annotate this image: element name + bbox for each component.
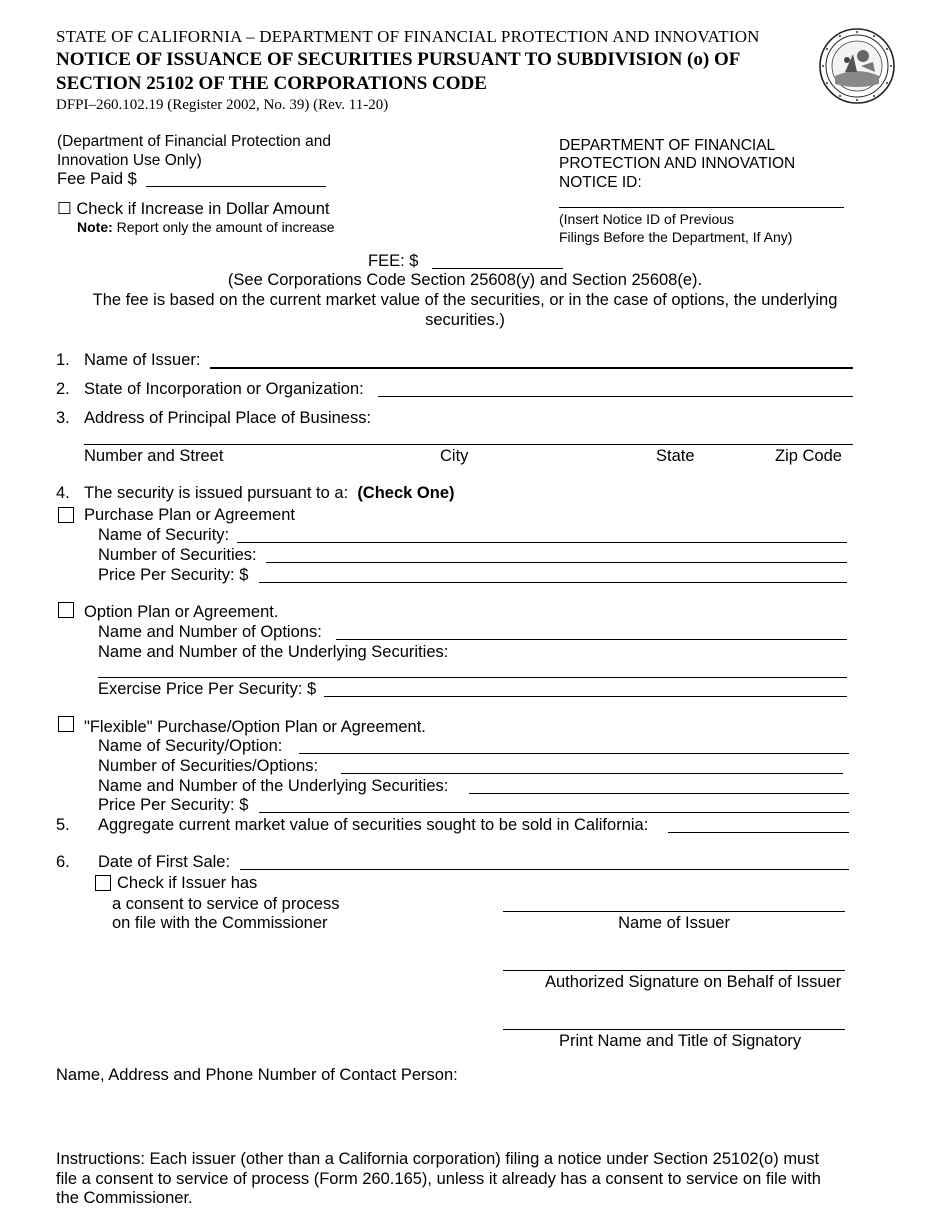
note-label: Note: (77, 219, 113, 235)
consent-on-file-checkbox[interactable] (95, 875, 111, 891)
item1-number: 1. (56, 351, 70, 369)
authorized-signature-caption: Authorized Signature on Behalf of Issuer (545, 973, 842, 991)
consent-line1: Check if Issuer has (117, 874, 258, 892)
flexible-plan-label: "Flexible" Purchase/Option Plan or Agreement. (84, 718, 426, 736)
instructions-line1: Instructions: Each issuer (other than a California corporation) filing a notice under Section 25102(o) must (56, 1150, 820, 1168)
notice-id-field[interactable] (559, 207, 844, 208)
first-sale-date-field[interactable] (240, 869, 849, 870)
flex-price-field[interactable] (259, 812, 849, 813)
instructions-line2: file a consent to service of process (Form 260.165), unless it already has a consent to service on file with (56, 1170, 821, 1188)
fee-paid-label: Fee Paid $ (57, 170, 137, 188)
agency-name: STATE OF CALIFORNIA – DEPARTMENT OF FINANCIAL PROTECTION AND INNOVATION (56, 27, 760, 46)
consent-line3: on file with the Commissioner (112, 914, 328, 932)
item6-number: 6. (56, 853, 70, 871)
issuer-name-caption: Name of Issuer (618, 914, 730, 932)
state-seal-icon (817, 26, 897, 106)
address-zip-caption: Zip Code (775, 447, 842, 465)
flex-securities-number-field[interactable] (341, 773, 843, 774)
flex-security-name-label: Name of Security/Option: (98, 737, 283, 755)
option-plan-checkbox[interactable] (58, 602, 74, 618)
issuer-name-field[interactable] (210, 367, 853, 369)
option-name-number-field[interactable] (336, 639, 847, 640)
fee-note-line1: (See Corporations Code Section 25608(y) and Section 25608(e). (227, 271, 703, 289)
item2-number: 2. (56, 380, 70, 398)
purchase-plan-label: Purchase Plan or Agreement (84, 506, 295, 524)
form-number: DFPI–260.102.19 (Register 2002, No. 39) (Rev. 11-20) (56, 97, 389, 113)
option-exercise-price-field[interactable] (324, 696, 847, 697)
address-street-caption: Number and Street (84, 447, 224, 465)
option-underlying-label: Name and Number of the Underlying Securities: (98, 643, 449, 661)
item5-number: 5. (56, 816, 70, 834)
fee-note-line2: The fee is based on the current market value of the securities, or in the case of options, the underlying (92, 291, 838, 309)
flex-securities-number-label: Number of Securities/Options: (98, 757, 319, 775)
fee-amount-field[interactable] (432, 268, 563, 269)
option-underlying-field[interactable] (98, 677, 847, 678)
purchase-plan-checkbox[interactable] (58, 507, 74, 523)
first-sale-date-label: Date of First Sale: (98, 853, 231, 871)
fee-label: FEE: $ (368, 252, 419, 270)
item4-number: 4. (56, 484, 70, 502)
note-text: Report only the amount of increase (112, 219, 335, 235)
address-city-caption: City (440, 447, 469, 465)
principal-address-field[interactable] (84, 444, 853, 445)
fee-note-line3: securities.) (425, 311, 505, 329)
dept-name-line1: DEPARTMENT OF FINANCIAL (559, 137, 776, 154)
incorporation-state-label: State of Incorporation or Organization: (84, 380, 364, 398)
dept-name-line2: PROTECTION AND INNOVATION (559, 155, 796, 172)
signatory-name-title-caption: Print Name and Title of Signatory (559, 1032, 802, 1050)
flex-underlying-field[interactable] (469, 793, 849, 794)
issuer-name-signature-field[interactable] (503, 911, 845, 912)
consent-line2: a consent to service of process (112, 895, 340, 913)
issuer-name-label: Name of Issuer: (84, 351, 201, 369)
purchase-security-name-label: Name of Security: (98, 526, 230, 544)
security-basis-text: The security is issued pursuant to a: (84, 484, 349, 502)
flex-security-name-field[interactable] (299, 753, 849, 754)
form-title-line2: SECTION 25102 OF THE CORPORATIONS CODE (56, 73, 487, 94)
dept-use-line2: Innovation Use Only) (57, 152, 202, 169)
flex-price-label: Price Per Security: $ (98, 796, 249, 814)
fee-paid-field[interactable] (146, 186, 326, 187)
option-plan-label: Option Plan or Agreement. (84, 603, 279, 621)
authorized-signature-field[interactable] (503, 970, 845, 971)
incorporation-state-field[interactable] (378, 396, 853, 397)
signatory-name-title-field[interactable] (503, 1029, 845, 1030)
purchase-security-name-field[interactable] (237, 542, 847, 543)
notice-id-label: NOTICE ID: (559, 174, 642, 191)
flex-underlying-label: Name and Number of the Underlying Securities: (98, 777, 449, 795)
form-title-line1: NOTICE OF ISSUANCE OF SECURITIES PURSUANT TO SUBDIVISION (o) OF (56, 49, 741, 70)
aggregate-value-label: Aggregate current market value of securities sought to be sold in California: (98, 816, 649, 834)
increase-note (77, 219, 335, 235)
option-exercise-price-label: Exercise Price Per Security: $ (98, 680, 317, 698)
notice-id-hint2: Filings Before the Department, If Any) (559, 229, 793, 245)
address-state-caption: State (656, 447, 695, 465)
check-one-label: (Check One) (357, 484, 455, 502)
purchase-price-label: Price Per Security: $ (98, 566, 249, 584)
aggregate-value-field[interactable] (668, 832, 849, 833)
contact-person-label: Name, Address and Phone Number of Contact Person: (56, 1066, 458, 1084)
flexible-plan-checkbox[interactable] (58, 716, 74, 732)
principal-address-label: Address of Principal Place of Business: (84, 409, 372, 427)
security-basis-label (84, 484, 455, 503)
option-name-number-label: Name and Number of Options: (98, 623, 322, 641)
instructions-line3: the Commissioner. (56, 1189, 193, 1207)
increase-dollar-checkbox[interactable]: ☐ Check if Increase in Dollar Amount (57, 200, 330, 218)
purchase-price-field[interactable] (259, 582, 847, 583)
item3-number: 3. (56, 409, 70, 427)
dept-use-line1: (Department of Financial Protection and (57, 133, 331, 150)
purchase-securities-number-field[interactable] (266, 562, 847, 563)
notice-id-hint1: (Insert Notice ID of Previous (559, 211, 735, 227)
purchase-securities-number-label: Number of Securities: (98, 546, 257, 564)
